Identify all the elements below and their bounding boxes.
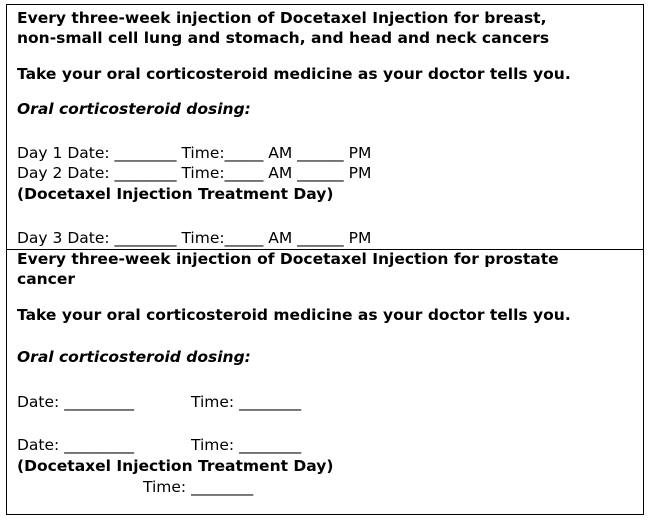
section2-heading-line1: Every three-week injection of Docetaxel Injection for prostate (17, 250, 559, 268)
section2-entry1-date: Date: _________ (17, 393, 134, 411)
section2-instruction: Take your oral corticosteroid medicine as your doctor tells you. (17, 306, 571, 324)
section1-heading-line1: Every three-week injection of Docetaxel Injection for breast, (17, 9, 547, 27)
section1-day1-line: Day 1 Date: ________ Time:_____ AM ______ PM (17, 144, 372, 162)
section2-entry2-date: Date: _________ (17, 436, 134, 454)
section2-heading-line2: cancer (17, 270, 76, 288)
section1-heading-line2: non-small cell lung and stomach, and head and neck cancers (17, 29, 550, 47)
section2-dosing-label: Oral corticosteroid dosing: (17, 348, 251, 366)
section1-instruction: Take your oral corticosteroid medicine as your doctor tells you. (17, 65, 571, 83)
section2-treatment-day: (Docetaxel Injection Treatment Day) (17, 457, 334, 475)
section1-treatment-day: (Docetaxel Injection Treatment Day) (17, 185, 334, 203)
section1-dosing-label: Oral corticosteroid dosing: (17, 100, 251, 118)
section2-entry2-time: Time: ________ (191, 436, 302, 454)
section1-day3-line: Day 3 Date: ________ Time:_____ AM ______ PM (17, 229, 372, 247)
section1-day2-line: Day 2 Date: ________ Time:_____ AM ______ PM (17, 164, 372, 182)
section2-entry1-time: Time: ________ (191, 393, 302, 411)
section2-entry3-time: Time: ________ (143, 478, 254, 496)
